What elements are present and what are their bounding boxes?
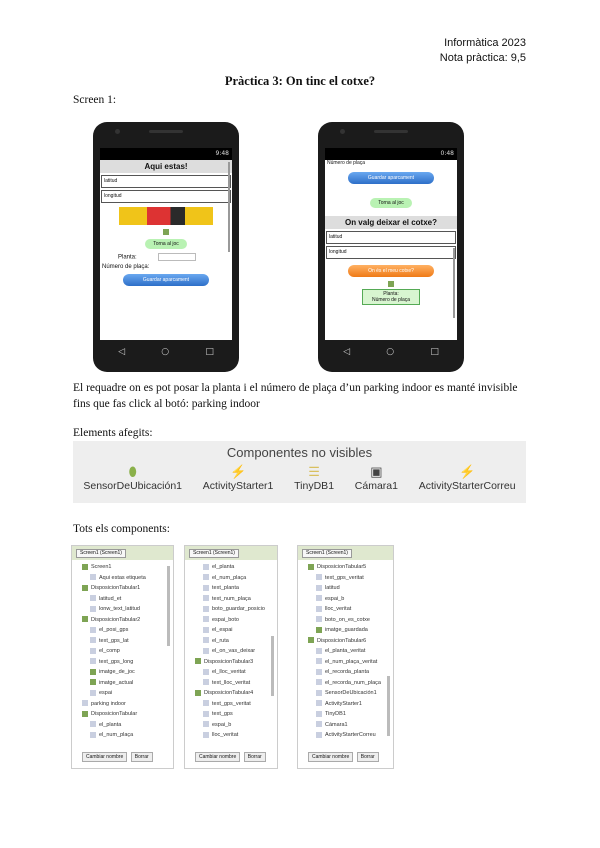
tree-row[interactable]: [189, 604, 277, 615]
component-icon: [203, 700, 209, 706]
tree-row[interactable]: [302, 730, 393, 741]
tree-row[interactable]: [76, 594, 173, 605]
tree-row-label: lloc_veritat: [212, 732, 239, 738]
elements-label: Elements afegits:: [73, 427, 153, 439]
tree-row-label: el_posi_gps: [99, 627, 129, 633]
tree-row[interactable]: [189, 573, 277, 584]
component-icon: [203, 595, 209, 601]
tree-row[interactable]: [302, 615, 393, 626]
component-icon: [82, 711, 88, 717]
tree-row-label: DisposicionTabular1: [91, 585, 141, 591]
component-icon: [308, 564, 314, 570]
tree-row[interactable]: [189, 730, 277, 741]
tree-row[interactable]: [189, 636, 277, 647]
tree-row[interactable]: [76, 699, 173, 710]
nonvisible-item-label: Cámara1: [354, 480, 398, 492]
tree-row[interactable]: [302, 709, 393, 720]
component-icon: [316, 595, 322, 601]
tree-row[interactable]: [76, 573, 173, 584]
delete-button[interactable]: Borrar: [131, 752, 153, 762]
screen-dropdown[interactable]: Screen1 (Screen1): [189, 549, 239, 558]
tree-row[interactable]: [302, 594, 393, 605]
recents-icon[interactable]: □: [430, 347, 439, 357]
scrollbar[interactable]: [271, 636, 274, 696]
component-icon: [316, 648, 322, 654]
image-icon: [388, 281, 394, 287]
tree-row[interactable]: [302, 604, 393, 615]
scrollbar[interactable]: [453, 248, 455, 318]
nonvisible-item[interactable]: [83, 464, 182, 492]
component-icon: [316, 679, 322, 685]
tree-row-label: Screen1: [91, 564, 112, 570]
latitude-field[interactable]: latitud: [101, 175, 231, 188]
tree-row[interactable]: [189, 709, 277, 720]
screen-label: Screen 1:: [73, 94, 117, 106]
tree-row-label: lloc_veritat: [325, 606, 352, 612]
component-icon: [203, 711, 209, 717]
tree-row-label: text_gps_long: [99, 658, 134, 665]
components-tree-3: [297, 545, 394, 769]
nonvisible-item[interactable]: [203, 464, 274, 492]
tree-row[interactable]: [76, 709, 173, 720]
components-tree-2: [184, 545, 278, 769]
delete-button[interactable]: Borrar: [357, 752, 379, 762]
tree-row[interactable]: [302, 688, 393, 699]
delete-button[interactable]: Borrar: [244, 752, 266, 762]
component-icon: [90, 658, 96, 664]
tree-row-label: DisposicionTabular5: [317, 564, 367, 570]
tree-row-label: el_recorda_num_plaça: [325, 679, 381, 686]
tree-row-label: el_num_plaça: [99, 732, 134, 738]
tree-row[interactable]: [189, 615, 277, 626]
tree-row-label: text_gps_lat: [99, 637, 129, 644]
phone-sensor: [115, 129, 120, 134]
tree-row-label: text_lloc_veritat: [212, 679, 251, 686]
tree-row-label: imatge_de_joc: [99, 669, 135, 675]
phone-sensor: [340, 129, 345, 134]
component-icon: [90, 606, 96, 612]
component-icon: [90, 637, 96, 643]
component-icon: [203, 669, 209, 675]
phone-screen-1: [100, 148, 232, 340]
tree-row-label: parking indoor: [91, 700, 126, 707]
tree-row-label: ActivityStarterCorreu: [325, 732, 376, 738]
tree-row-label: imatge_actual: [99, 679, 134, 686]
components-tree-1: [71, 545, 174, 769]
tree-row[interactable]: [76, 625, 173, 636]
top-cut-text: Número de plaça: [327, 160, 366, 166]
save-parking-button[interactable]: Guardar aparcament: [123, 274, 209, 286]
component-icon: [203, 637, 209, 643]
rename-button[interactable]: Cambiar nombre: [195, 752, 240, 762]
tree-row-label: text_gps_veritat: [325, 574, 364, 581]
nonvisible-item-label: SensorDeUbicación1: [83, 480, 183, 492]
document-title: Pràctica 3: On tinc el cotxe?: [224, 74, 376, 88]
tree-row[interactable]: [76, 562, 173, 573]
nonvisible-item-label: ActivityStarter1: [202, 480, 274, 492]
tree-row-label: espai_b: [212, 721, 232, 728]
tree-row[interactable]: [189, 678, 277, 689]
nonvisible-item-label: TinyDB1: [294, 480, 335, 492]
back-icon[interactable]: ◁: [343, 347, 351, 357]
tree-row[interactable]: [76, 730, 173, 741]
tree-row[interactable]: [189, 562, 277, 573]
nonvisible-item-label: ActivityStarterCorreu: [418, 480, 516, 492]
tree-row[interactable]: [76, 615, 173, 626]
component-icon: [203, 721, 209, 727]
tree-row[interactable]: [76, 720, 173, 731]
grade-line: Nota pràctica: 9,5: [439, 52, 526, 64]
tree-row-label: el_lloc_veritat: [212, 669, 246, 675]
tree-row[interactable]: [189, 699, 277, 710]
tree-row[interactable]: [302, 636, 393, 647]
tree-row[interactable]: [76, 667, 173, 678]
tree-row[interactable]: [76, 583, 173, 594]
tree-row[interactable]: [189, 688, 277, 699]
screen-title: Aqui estas!: [100, 160, 232, 173]
tree-row[interactable]: [189, 667, 277, 678]
component-icon: [203, 679, 209, 685]
status-bar: 0:48: [325, 148, 457, 160]
component-icon: [316, 616, 322, 622]
tree-row-label: latitud_et: [99, 595, 122, 602]
tree-row[interactable]: [76, 604, 173, 615]
tree-row-label: DisposicionTabular4: [204, 690, 254, 696]
component-icon: [316, 732, 322, 738]
components-label: Tots els components:: [73, 523, 170, 535]
database-icon: ☰: [308, 464, 320, 479]
saved-parking-box: [362, 289, 420, 305]
tree-row-label: DisposicionTabular2: [91, 616, 141, 623]
screen-title: On valg deixar el cotxe?: [325, 216, 457, 229]
component-icon: [316, 574, 322, 580]
tree-row-label: TinyDB1: [325, 711, 346, 717]
status-bar: 9:48: [100, 148, 232, 160]
tree-row-label: el_num_plaça: [212, 574, 247, 581]
tree-row-label: text_num_plaça: [212, 595, 251, 602]
component-icon: [316, 627, 322, 633]
nonvisible-components-panel: [73, 441, 526, 503]
component-icon: [203, 648, 209, 654]
tree-row[interactable]: [189, 720, 277, 731]
rename-button[interactable]: Cambiar nombre: [308, 752, 353, 762]
box-placa-text: Número de plaça: [371, 297, 411, 303]
component-icon: [316, 721, 322, 727]
tree-row-label: text_planta: [212, 585, 239, 591]
save-parking-button[interactable]: Guardar aparcament: [348, 172, 434, 184]
back-to-game-button[interactable]: Torna al joc: [145, 239, 187, 249]
component-icon: [90, 690, 96, 696]
component-icon: [90, 721, 96, 727]
game-banner-image: [119, 207, 213, 225]
tree-row[interactable]: [189, 594, 277, 605]
component-icon: [316, 606, 322, 612]
tree-row[interactable]: [302, 583, 393, 594]
planta-label: Planta:: [118, 254, 137, 261]
component-icon: [90, 679, 96, 685]
tree-row[interactable]: [189, 646, 277, 657]
nav-bar: [100, 342, 232, 362]
nav-bar: [325, 342, 457, 362]
phone-speaker: [374, 130, 408, 133]
tree-row-label: latitud: [325, 585, 340, 591]
component-icon: [90, 595, 96, 601]
component-icon: [203, 732, 209, 738]
component-icon: [203, 585, 209, 591]
tree-row[interactable]: [302, 573, 393, 584]
tree-row-label: el_num_plaça_veritat: [325, 658, 378, 665]
course-line: Informàtica 2023: [444, 37, 526, 49]
phone-screen-2: [325, 148, 457, 340]
tree-row[interactable]: [189, 625, 277, 636]
longitude-field[interactable]: longitud: [101, 190, 231, 203]
rename-button[interactable]: Cambiar nombre: [82, 752, 127, 762]
longitude-field[interactable]: longitud: [326, 246, 456, 259]
tree-row-label: el_recorda_planta: [325, 669, 370, 675]
home-icon[interactable]: ○: [161, 347, 170, 357]
nonvisible-item[interactable]: [355, 464, 398, 492]
back-icon[interactable]: ◁: [118, 347, 126, 357]
description-paragraph: El requadre on es pot posar la planta i el número de plaça d’un parking indoor es manté invisible fins que fas click al botó: parking indoor: [73, 382, 518, 410]
recents-icon[interactable]: □: [205, 347, 214, 357]
home-icon[interactable]: ○: [386, 347, 395, 357]
box-planta-text: Planta:: [383, 291, 399, 297]
tree-row[interactable]: [302, 646, 393, 657]
camera-icon: ▣: [370, 464, 383, 479]
scrollbar[interactable]: [167, 566, 170, 646]
lightning-icon: ⚡: [459, 464, 476, 479]
tree-row-label: DisposicionTabular6: [317, 637, 367, 644]
tree-row[interactable]: [76, 636, 173, 647]
tree-row-label: espai: [99, 690, 113, 696]
tree-row-label: ActivityStarter1: [325, 700, 362, 707]
tree-row-label: boto_on_es_cotxe: [325, 616, 370, 623]
tree-row-label: el_planta: [212, 564, 235, 570]
phone-mockup-2: [318, 122, 464, 372]
tree-row-label: lonw_text_latitud: [99, 606, 140, 612]
tree-row[interactable]: [76, 678, 173, 689]
component-icon: [82, 564, 88, 570]
lightning-icon: ⚡: [229, 464, 247, 479]
tree-row-label: el_ruta: [212, 637, 229, 644]
tree-row-label: el_comp: [99, 648, 120, 654]
component-icon: [316, 700, 322, 706]
component-icon: [90, 574, 96, 580]
tree-row[interactable]: [302, 657, 393, 668]
tree-row-label: espai_b: [325, 595, 345, 602]
component-icon: [90, 732, 96, 738]
component-icon: [203, 616, 209, 622]
component-icon: [195, 658, 201, 664]
component-icon: [82, 700, 88, 706]
tree-row[interactable]: [189, 657, 277, 668]
tree-row-label: el_on_vas_deixar: [212, 648, 256, 654]
component-icon: [308, 637, 314, 643]
tree-row-label: boto_guardar_posicio: [212, 606, 265, 612]
tree-row[interactable]: [302, 625, 393, 636]
tree-row[interactable]: [302, 699, 393, 710]
tree-row[interactable]: [76, 657, 173, 668]
component-icon: [316, 585, 322, 591]
tree-row-label: el_planta: [99, 721, 122, 728]
component-icon: [90, 627, 96, 633]
latitude-field[interactable]: latitud: [326, 231, 456, 244]
tree-row[interactable]: [302, 720, 393, 731]
component-icon: [203, 627, 209, 633]
screen-dropdown[interactable]: Screen1 (Screen1): [76, 549, 126, 558]
image-icon: [163, 229, 169, 235]
tree-row-label: Aqui estas etiqueta: [99, 574, 146, 581]
component-icon: [316, 669, 322, 675]
scrollbar[interactable]: [228, 162, 230, 252]
component-icon: [316, 658, 322, 664]
scrollbar[interactable]: [387, 676, 390, 736]
component-icon: [82, 616, 88, 622]
tree-row-label: SensorDeUbicación1: [325, 690, 377, 696]
component-icon: [203, 606, 209, 612]
where-is-car-button[interactable]: On és el meu cotxe?: [348, 265, 434, 277]
component-icon: [90, 648, 96, 654]
nonvisible-item[interactable]: [419, 464, 516, 492]
nonvisible-item[interactable]: [294, 464, 334, 492]
tree-row-label: text_gps: [212, 711, 233, 717]
back-to-game-button[interactable]: Torna al joc: [370, 198, 412, 208]
tree-row[interactable]: [189, 583, 277, 594]
component-icon: [195, 690, 201, 696]
component-icon: [203, 564, 209, 570]
tree-row[interactable]: [302, 667, 393, 678]
document-header: [440, 36, 526, 66]
tree-row-label: DisposicionTabular: [91, 711, 138, 717]
component-icon: [82, 585, 88, 591]
location-pin-icon: ⬮: [128, 464, 137, 479]
tree-row-label: text_gps_veritat: [212, 700, 251, 707]
component-icon: [316, 690, 322, 696]
tree-row[interactable]: [302, 678, 393, 689]
tree-row-label: espai_boto: [212, 616, 239, 623]
tree-row-label: el_espai: [212, 627, 233, 633]
tree-row-label: DisposicionTabular3: [204, 658, 254, 665]
tree-row[interactable]: [302, 562, 393, 573]
phone-speaker: [149, 130, 183, 133]
component-icon: [90, 669, 96, 675]
component-icon: [203, 574, 209, 580]
placa-label: Número de plaça:: [102, 264, 150, 270]
planta-input[interactable]: [158, 253, 196, 261]
tree-row-label: el_planta_veritat: [325, 648, 366, 654]
nonvisible-heading: Componentes no visibles: [226, 445, 373, 460]
screen-dropdown[interactable]: Screen1 (Screen1): [302, 549, 352, 558]
component-icon: [316, 711, 322, 717]
tree-row[interactable]: [76, 688, 173, 699]
tree-row-label: Cámara1: [325, 721, 348, 728]
phone-mockup-1: [93, 122, 239, 372]
tree-row-label: imatge_guardada: [325, 627, 368, 633]
tree-row[interactable]: [76, 646, 173, 657]
